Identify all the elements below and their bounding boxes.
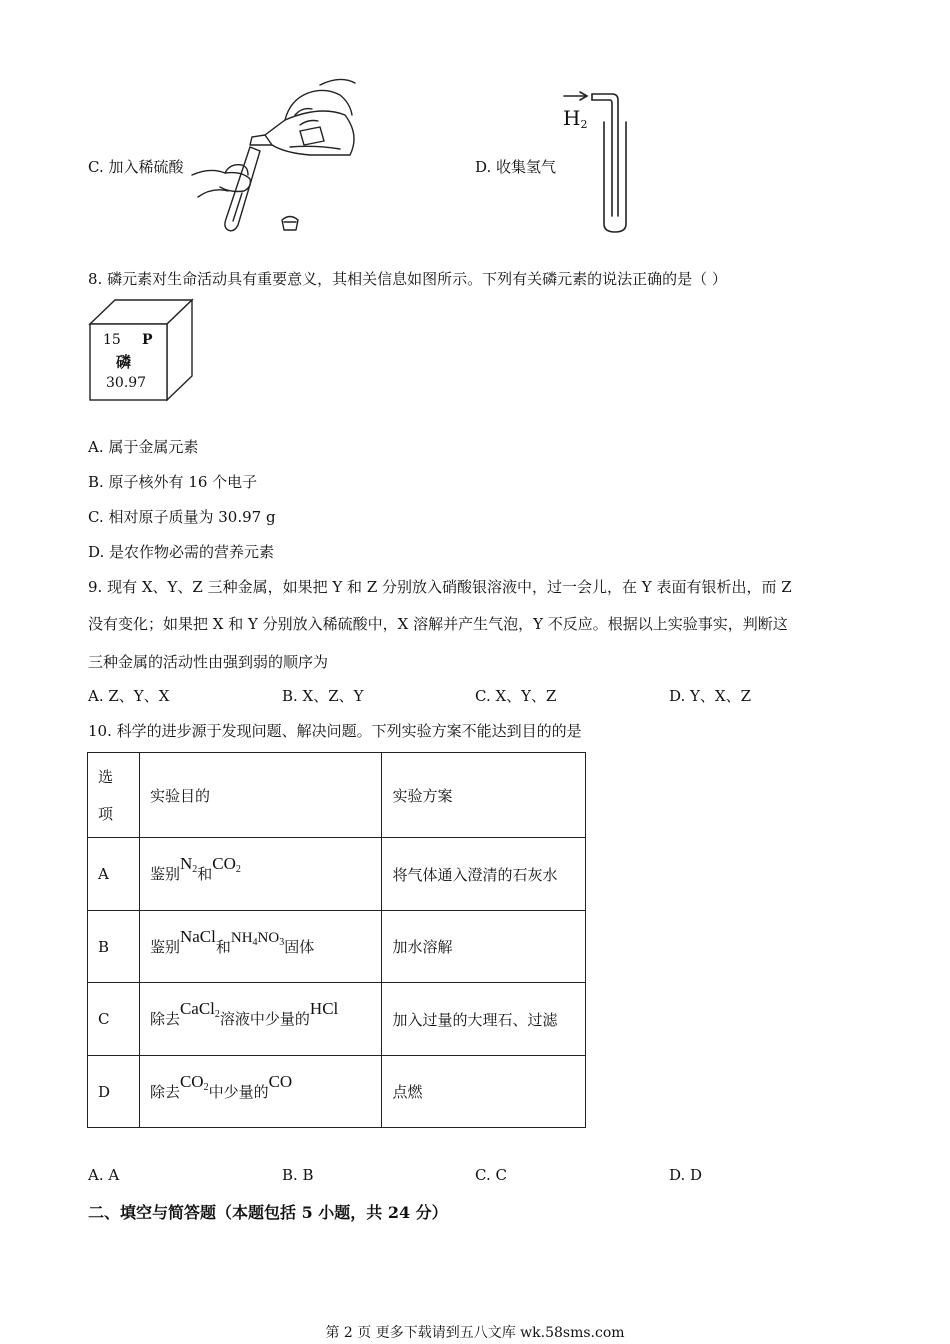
table-row bbox=[88, 911, 586, 983]
q8-option-b: B. 原子核外有 16 个电子 bbox=[88, 473, 258, 491]
element-symbol: P bbox=[142, 332, 153, 348]
row-key: C bbox=[88, 983, 140, 1056]
row-purpose: 除去CaCl$_2$溶液中少量的HCl bbox=[139, 983, 382, 1056]
q8-option-c: C. 相对原子质量为 30.97 g bbox=[88, 508, 276, 526]
q9-stem-line-3: 三种金属的活动性由强到弱的顺序为 bbox=[88, 653, 329, 671]
element-name: 磷 bbox=[116, 353, 132, 371]
q8-stem: 8. 磷元素对生命活动具有重要意义，其相关信息如图所示。下列有关磷元素的说法正确的是（ ） bbox=[88, 270, 727, 288]
section-2-heading: 二、填空与简答题（本题包括 5 小题，共 24 分） bbox=[88, 1203, 448, 1222]
q9-option-c: C. X、Y、Z bbox=[475, 687, 557, 705]
row-plan: 加入过量的大理石、过滤 bbox=[382, 983, 586, 1056]
table-header-row bbox=[88, 753, 586, 838]
row-plan: 将气体通入澄清的石灰水 bbox=[382, 838, 586, 911]
row-purpose: 鉴别NaCl和$NH_4NO_3$固体 bbox=[139, 911, 382, 983]
row-key: A bbox=[88, 838, 140, 911]
q10-option-c: C. C bbox=[475, 1166, 507, 1184]
q10-option-b: B. B bbox=[282, 1166, 314, 1184]
element-mass: 30.97 bbox=[106, 375, 147, 391]
row-purpose: 鉴别$N_2$和$CO_2$ bbox=[139, 838, 382, 911]
q9-stem-line-2: 没有变化；如果把 X 和 Y 分别放入稀硫酸中，X 溶解并产生气泡，Y 不反应。根据以上实验事实，判断这 bbox=[88, 615, 788, 633]
row-purpose: 除去$CO_2$中少量的CO bbox=[139, 1056, 382, 1128]
row-plan: 点燃 bbox=[382, 1056, 586, 1128]
table-row bbox=[88, 1056, 586, 1128]
header-purpose: 实验目的 bbox=[139, 753, 382, 838]
q10-option-d: D. D bbox=[669, 1166, 703, 1184]
h2-label: $H_2$ bbox=[563, 106, 588, 131]
row-key: D bbox=[88, 1056, 140, 1128]
q10-option-a: A. A bbox=[88, 1166, 120, 1184]
q9-option-a: A. Z、Y、X bbox=[88, 687, 170, 705]
header-option: 选 项 bbox=[88, 753, 140, 838]
option-d-text: D. 收集氢气 bbox=[475, 158, 557, 176]
q9-stem-line-1: 9. 现有 X、Y、Z 三种金属，如果把 Y 和 Z 分别放入硝酸银溶液中，过一会儿，在 Y 表面有银析出，而 Z bbox=[88, 578, 792, 596]
q8-option-a: A. 属于金属元素 bbox=[88, 438, 199, 456]
q9-option-d: D. Y、X、Z bbox=[669, 687, 752, 705]
q9-option-b: B. X、Z、Y bbox=[282, 687, 364, 705]
header-plan: 实验方案 bbox=[382, 753, 586, 838]
row-key: B bbox=[88, 911, 140, 983]
q8-option-d: D. 是农作物必需的营养元素 bbox=[88, 543, 275, 561]
table-row bbox=[88, 983, 586, 1056]
option-c-text: C. 加入稀硫酸 bbox=[88, 158, 184, 176]
row-plan: 加水溶解 bbox=[382, 911, 586, 983]
element-number: 15 bbox=[103, 332, 121, 348]
table-row bbox=[88, 838, 586, 911]
gas-collection-tube bbox=[560, 86, 640, 236]
page-footer: 第 2 页 更多下载请到五八文库 wk.58sms.com bbox=[325, 1325, 625, 1341]
q10-stem: 10. 科学的进步源于发现问题、解决问题。下列实验方案不能达到目的的是 bbox=[88, 722, 582, 740]
experiment-table bbox=[87, 752, 586, 1128]
pouring-acid-illustration bbox=[190, 75, 360, 235]
